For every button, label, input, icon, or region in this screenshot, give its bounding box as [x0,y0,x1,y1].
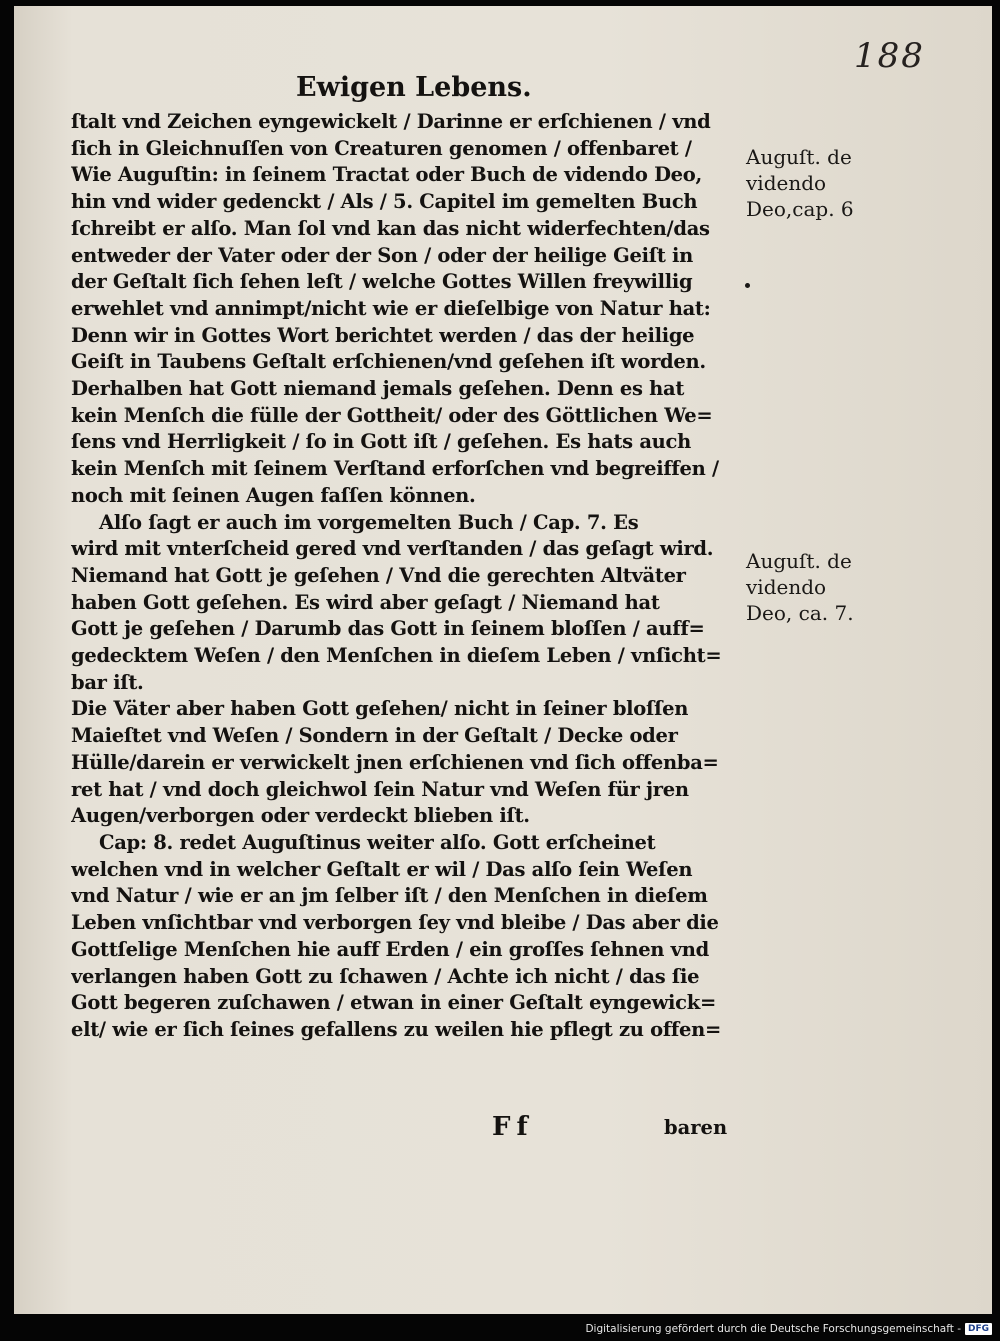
text-line: Gott je geſehen / Darumb das Gott in ſeinem bloſſen / auff= [71,617,705,641]
text-line: wird mit vnterſcheid gered vnd verſtanden / das geſagt wird. [71,537,714,561]
signature-mark: Ff [492,1112,534,1142]
text-line: ſens vnd Herrligkeit / ſo in Gott iſt / geſehen. Es hats auch [71,430,692,454]
text-line: kein Menſch mit ſeinem Verſtand erforſchen vnd begreiffen / [71,457,719,481]
text-line: bar iſt. [71,670,144,694]
text-line: vnd Natur / wie er an jm ſelber iſt / den Menſchen in dieſem [71,884,708,908]
marginal-note-line: Deo,cap. 6 [746,197,854,221]
text-line: Hülle/darein er verwickelt jnen erſchienen vnd ſich offenba= [71,750,719,774]
text-line: hin vnd wider gedenckt / Als / 5. Capitel im gemelten Buch [71,190,698,214]
text-line: Augen/verborgen oder verdeckt blieben iſt. [71,804,530,828]
marginal-note-line: videndo [746,575,827,599]
marginal-note-line: videndo [746,171,827,195]
text-line: Gott begeren zuſchawen / etwan in einer Geſtalt eyngewick= [71,991,716,1015]
text-line: welchen vnd in welcher Geſtalt er wil / Das alſo ſein Weſen [71,857,693,881]
funding-note: Digitalisierung gefördert durch die Deutsche Forschungsgemeinschaft - [585,1323,961,1335]
body-text [71,109,741,1044]
text-line: haben Gott geſehen. Es wird aber geſagt / Niemand hat [71,590,660,614]
text-line: noch mit ſeinen Augen faſſen können. [71,483,476,507]
page-number: 188 [854,36,925,76]
catchword: baren [664,1116,728,1139]
ink-dot [745,283,750,288]
text-line: Gottſelige Menſchen hie auff Erden / ein groſſes ſehnen vnd [71,937,709,961]
text-line: der Geſtalt ſich ſehen leſt / welche Gottes Willen freywillig [71,270,693,294]
marginal-note-line: Deo, ca. 7. [746,601,854,625]
text-line: Leben vnſichtbar vnd verborgen ſey vnd bleibe / Das aber die [71,911,719,935]
marginal-note [746,548,876,626]
footer [585,1321,992,1337]
text-line: Cap: 8. redet Auguſtinus weiter alſo. Gott erſcheinet [99,830,656,854]
text-line: Alſo ſagt er auch im vorgemelten Buch / Cap. 7. Es [99,510,639,534]
text-line: gedecktem Weſen / den Menſchen in dieſem Leben / vnſicht= [71,644,722,668]
text-line: Maieſtet vnd Weſen / Sondern in der Geſtalt / Decke oder [71,724,678,748]
marginal-note-line: Auguſt. de [746,145,852,169]
text-line: Denn wir in Gottes Wort berichtet werden / das der heilige [71,323,695,347]
text-line: kein Menſch die fülle der Gottheit/ oder des Göttlichen We= [71,403,713,427]
running-head: Ewigen Lebens. [296,72,532,103]
book-page [14,6,992,1314]
text-line: ſtalt vnd Zeichen eyngewickelt / Darinne er erſchienen / vnd [71,110,711,133]
text-line: verlangen haben Gott zu ſchawen / Achte ich nicht / das ſie [71,964,700,988]
text-line: elt/ wie er ſich ſeines gefallens zu weilen hie pflegt zu offen= [71,1017,722,1041]
text-line: entweder der Vater oder der Son / oder der heilige Geiſt in [71,243,694,267]
marginal-note [746,144,876,222]
text-line: Derhalben hat Gott niemand jemals geſehen. Denn es hat [71,377,685,401]
text-line: Wie Auguſtin: in ſeinem Tractat oder Buch de videndo Deo, [71,163,702,187]
text-line: Die Väter aber haben Gott geſehen/ nicht in ſeiner bloſſen [71,697,689,721]
text-line: Geiſt in Taubens Geſtalt erſchienen/vnd geſehen iſt worden. [71,350,706,374]
dfg-logo: DFG [965,1323,992,1335]
text-line: erwehlet vnd annimpt/nicht wie er dieſelbige von Natur hat: [71,296,711,320]
text-line: ſchreibt er alſo. Man ſol vnd kan das nicht widerfechten/das [71,216,710,240]
marginal-note-line: Auguſt. de [746,549,852,573]
text-line: Niemand hat Gott je geſehen / Vnd die gerechten Altväter [71,563,686,587]
text-line: ret hat / vnd doch gleichwol ſein Natur vnd Weſen für jren [71,777,689,801]
text-line: ſich in Gleichnuſſen von Creaturen genomen / offenbaret / [71,136,692,160]
